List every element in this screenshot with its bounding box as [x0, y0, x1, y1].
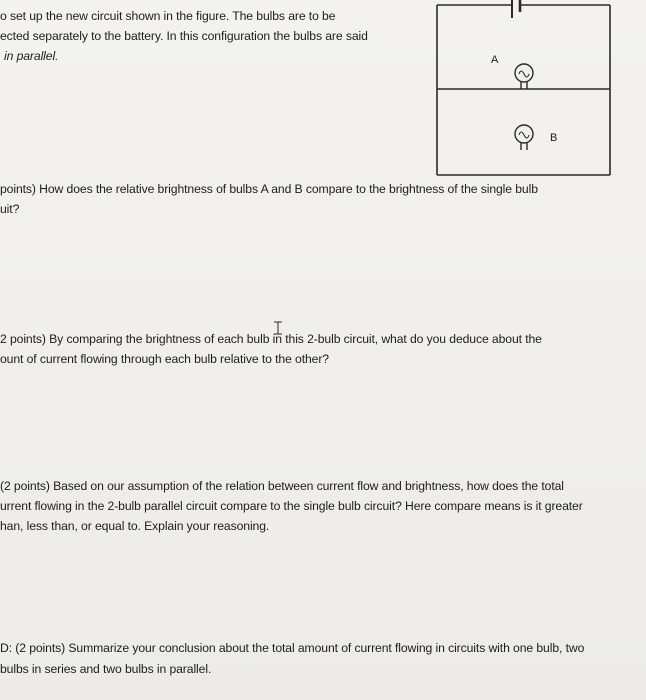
circuit-wires: [437, 5, 610, 175]
question-3-line-3: han, less than, or equal to. Explain your reasoning.: [0, 519, 270, 533]
question-2-line-2: ount of current flowing through each bulb relative to the other?: [0, 352, 329, 366]
question-4-line-1: D: (2 points) Summarize your conclusion about the total amount of current flowing in circuits with one bulb, two: [0, 641, 585, 655]
question-3-line-2: urrent flowing in the 2-bulb parallel circuit compare to the single bulb circuit? Here compare means is it greater: [0, 499, 583, 513]
question-4-line-2: bulbs in series and two bulbs in parallel.: [0, 662, 212, 676]
question-1-line-2: uit?: [0, 202, 20, 216]
question-2-line-1: 2 points) By comparing the brightness of each bulb in this 2-bulb circuit, what do you deduce about the: [0, 332, 542, 346]
battery-symbol: [512, 0, 520, 18]
question-3-line-1: (2 points) Based on our assumption of the relation between current flow and brightness, how does the total: [0, 479, 564, 493]
intro-line-3: in parallel.: [4, 49, 59, 63]
bulb-a-label: A: [491, 54, 499, 66]
parallel-circuit-diagram: [428, 0, 646, 185]
bulb-a-icon: [515, 64, 533, 89]
bulb-b-icon: [515, 125, 533, 150]
question-1-line-1: points) How does the relative brightness of bulbs A and B compare to the brightness of the single bulb: [0, 182, 538, 196]
intro-line-2: ected separately to the battery. In this configuration the bulbs are said: [0, 29, 368, 43]
intro-line-1: o set up the new circuit shown in the figure. The bulbs are to be: [0, 9, 336, 23]
bulb-b-label: B: [550, 132, 558, 144]
text-cursor-icon: [272, 321, 284, 335]
